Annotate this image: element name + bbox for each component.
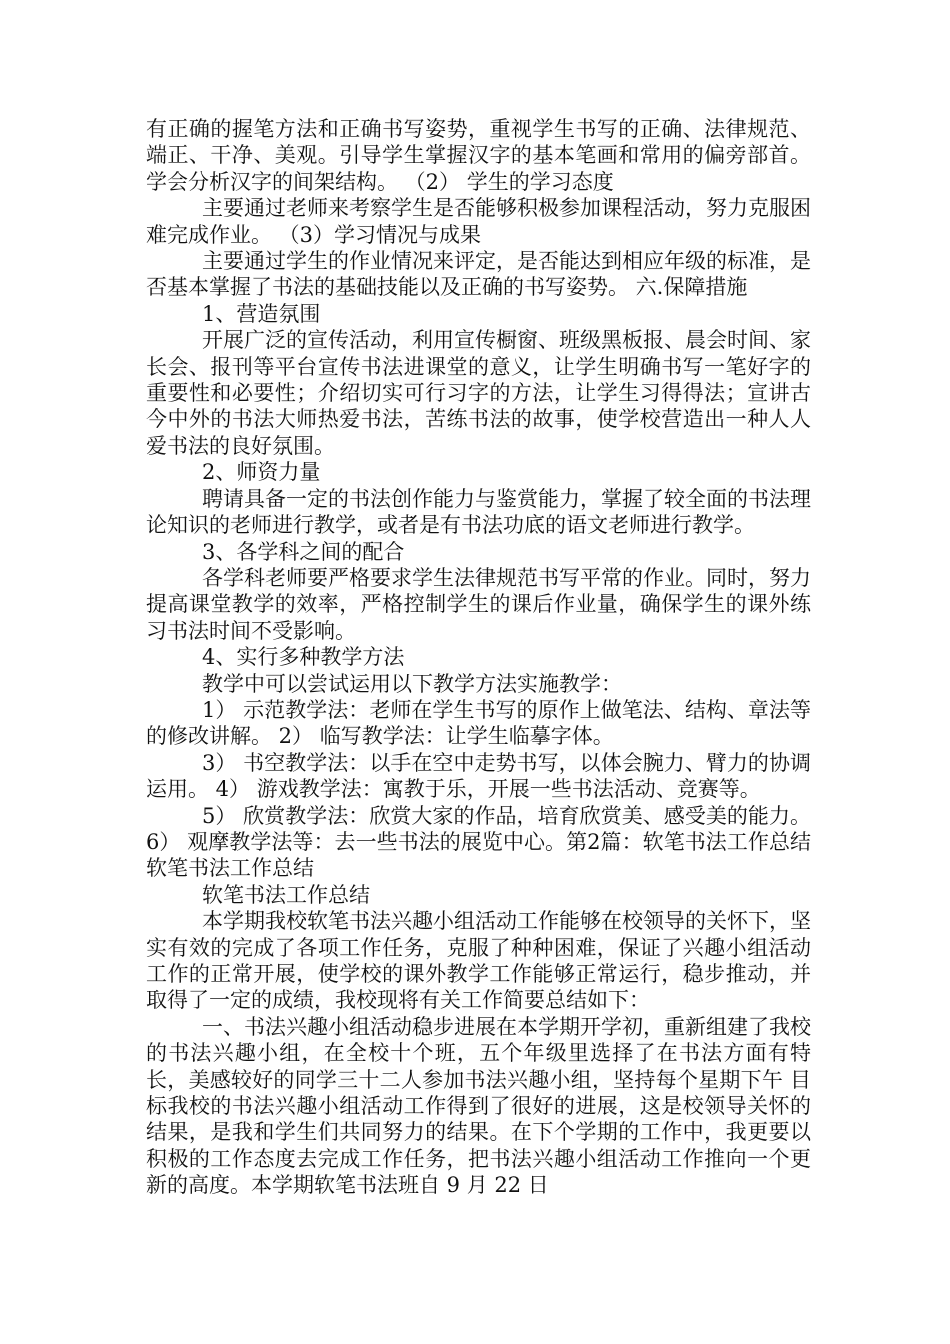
paragraph-interest-group: 一、书法兴趣小组活动稳步进展在本学期开学初，重新组建了我校的书法兴趣小组，在全校十个班，五个年级里选择了在书法方面有特长，美感较好的同学三十二人参加书法兴趣小组，坚持每个星期下午 目标我校的书法兴趣小组活动工作得到了很好的进展，这是校领导关怀的结果，是我和学生们共同努力的结果。在下个学期的工作中，我更要以积极的工作态度去完成工作任务，把书法兴趣小组活动工作推向一个更新的高度。本学期软笔书法班自 9 月 22 日 <box>146 1014 811 1198</box>
heading-subject-cooperation: 3、各学科之间的配合 <box>202 539 405 564</box>
paragraph-methods-3-4: 3） 书空教学法：以手在空中走势书写，以体会腕力、臂力的协调运用。 4） 游戏教学法：寓教于乐，开展一些书法活动、竞赛等。 <box>146 750 811 802</box>
paragraph-teaching-staff: 聘请具备一定的书法创作能力与鉴赏能力，掌握了较全面的书法理论知识的老师进行教学，或者是有书法功底的语文老师进行教学。 <box>146 486 811 538</box>
paragraph-subject-cooperation: 各学科老师要严格要求学生法律规范书写平常的作业。同时，努力提高课堂教学的效率，严格控制学生的课后作业量，确保学生的课外练习书法时间不受影响。 <box>146 565 811 643</box>
paragraph-methods-5-6: 5） 欣赏教学法：欣赏大家的作品，培育欣赏美、感受美的能力。 6） 观摩教学法等：去一些书法的展览中心。第2篇：软笔书法工作总结软笔书法工作总结 <box>146 803 811 881</box>
heading-teaching-methods: 4、实行多种教学方法 <box>202 645 405 670</box>
paragraph-writing-standards: 有正确的握笔方法和正确书写姿势，重视学生书写的正确、法律规范、端正、干净、美观。引导学生掌握汉字的基本笔画和常用的偏旁部首。学会分析汉字的间架结构。 （2） 学生的学习态度 <box>146 117 811 194</box>
paragraph-learning-attitude: 主要通过老师来考察学生是否能够积极参加课程活动，努力克服困难完成作业。 （3）学习情况与成果 <box>146 196 811 247</box>
heading-atmosphere: 1、营造氛围 <box>202 301 321 326</box>
heading-summary-title: 软笔书法工作总结 <box>202 882 370 907</box>
paragraph-methods-intro: 教学中可以尝试运用以下教学方法实施教学： <box>202 671 622 696</box>
document-page <box>146 116 811 1199</box>
heading-teaching-staff: 2、师资力量 <box>202 460 321 485</box>
paragraph-atmosphere: 开展广泛的宣传活动，利用宣传橱窗、班级黑板报、晨会时间、家长会、报刊等平台宣传书法进课堂的意义，让学生明确书写一笔好字的重要性和必要性；介绍切实可行习字的方法，让学生习得得法；宣讲古今中外的书法大师热爱书法，苦练书法的故事，使学校营造出一种人人爱书法的良好氛围。 <box>146 328 811 458</box>
paragraph-learning-results: 主要通过学生的作业情况来评定，是否能达到相应年级的标准，是否基本掌握了书法的基础技能以及正确的书写姿势。 六.保障措施 <box>146 249 811 300</box>
paragraph-methods-1-2: 1） 示范教学法：老师在学生书写的原作上做笔法、结构、章法等的修改讲解。 2） 临写教学法：让学生临摹字体。 <box>146 697 811 749</box>
paragraph-summary-intro: 本学期我校软笔书法兴趣小组活动工作能够在校领导的关怀下，坚实有效的完成了各项工作任务，克服了种种困难，保证了兴趣小组活动工作的正常开展，使学校的课外教学工作能够正常运行，稳步推动，并取得了一定的成绩，我校现将有关工作简要总结如下： <box>146 909 811 1013</box>
